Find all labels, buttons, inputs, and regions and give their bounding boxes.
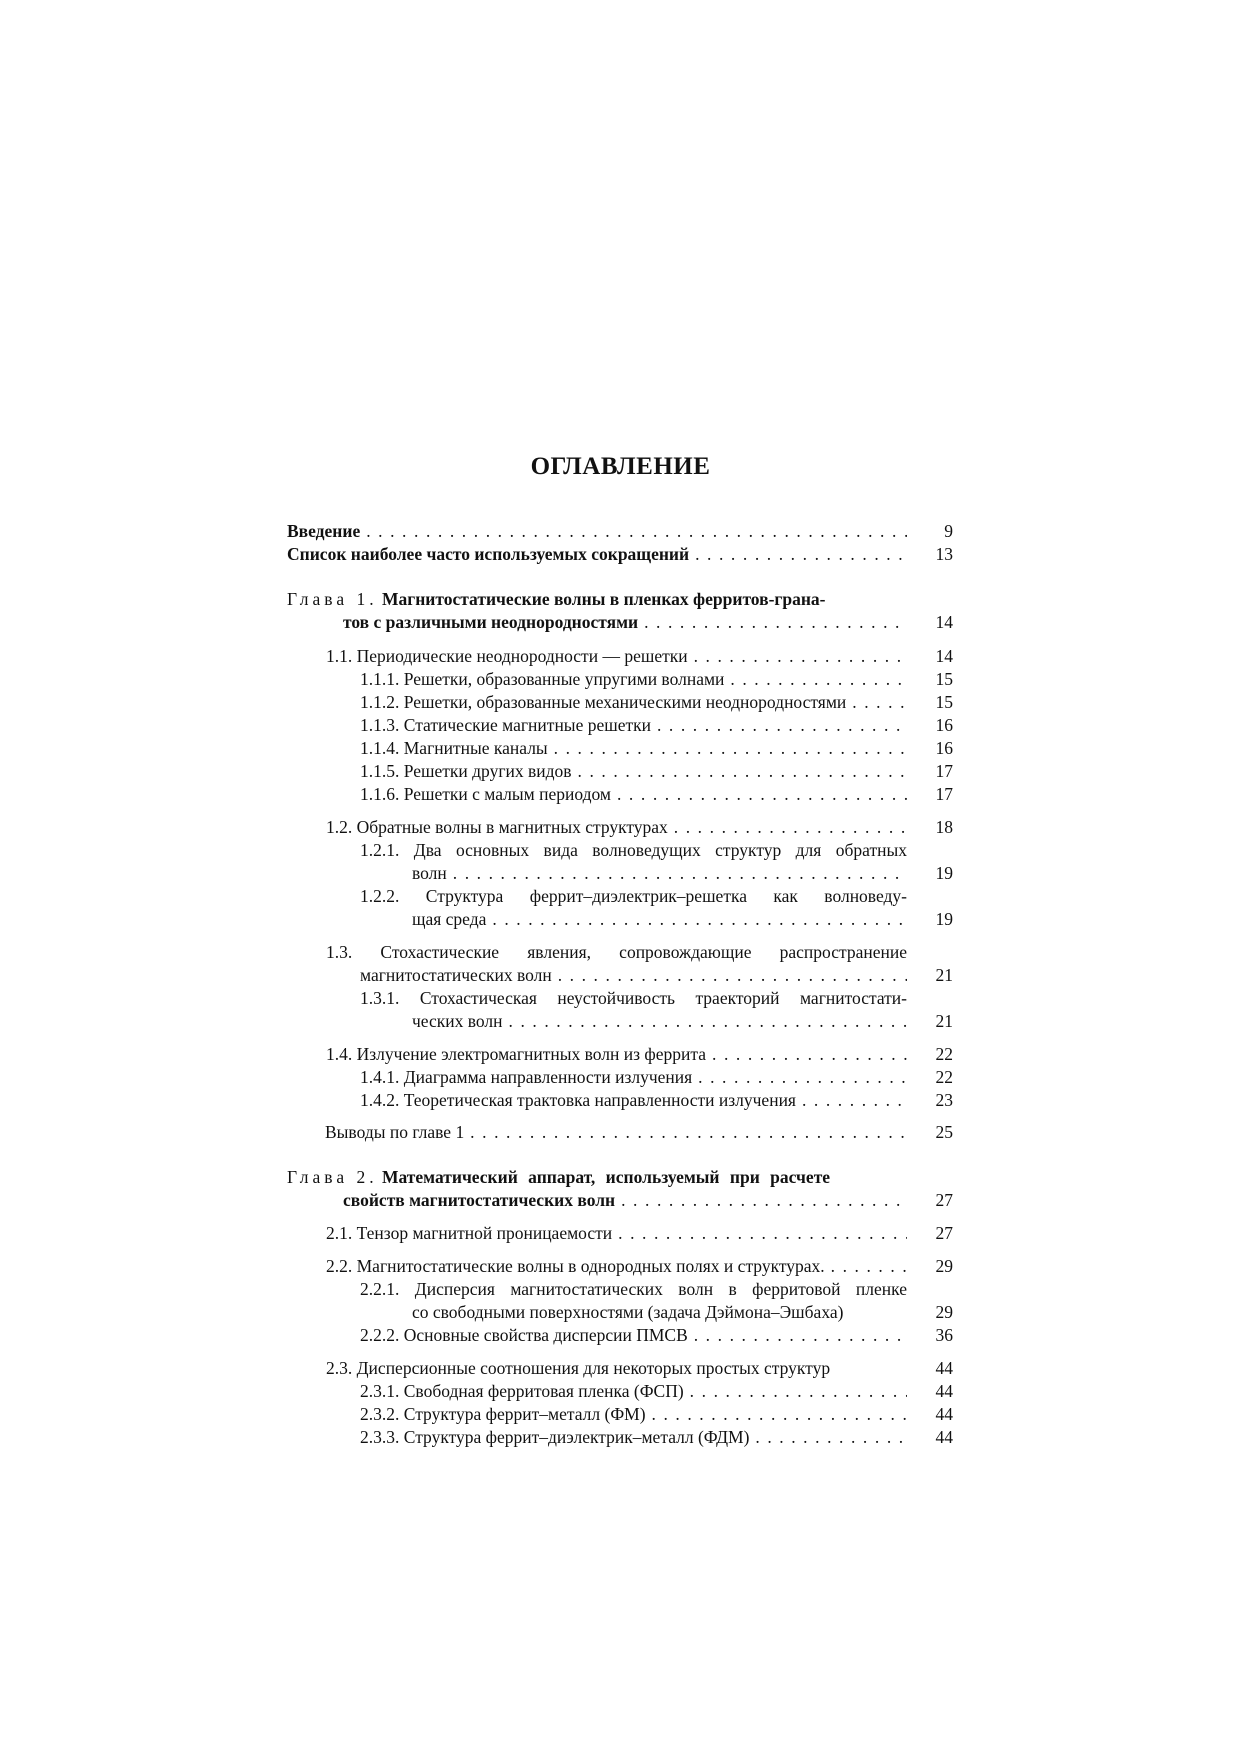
toc-entry-1-2[interactable] (287, 815, 953, 839)
entry-title: 2.3.2. Структура феррит–металл (ФМ) (360, 1404, 646, 1424)
entry-title: 2.3. Дисперсионные соотношения для некоторых простых структур (326, 1358, 831, 1378)
toc-entry-1-1-6[interactable] (287, 782, 953, 806)
toc-entry-2-1[interactable] (287, 1221, 953, 1245)
entry-title-line2: со свободными поверхностями (задача Дэймона–Эшбаха) (412, 1302, 844, 1322)
page-number: 9 (944, 521, 953, 541)
toc-entry-chapter-1-conclusions[interactable] (287, 1120, 953, 1144)
chapter-title-line1: Магнитостатические волны в пленках ферритов-грана- (381, 589, 826, 609)
page-number: 29 (935, 1256, 953, 1276)
page-number: 15 (935, 692, 953, 712)
page-number: 21 (935, 1011, 953, 1031)
entry-title-line1: 1.3.1. Стохастическая неустойчивость траекторий магнитостати- (360, 988, 907, 1008)
chapter-label: Глава 1. (287, 589, 378, 609)
page-number: 15 (935, 669, 953, 689)
entry-title-line2: волн (412, 863, 447, 883)
entry-title: 1.1.3. Статические магнитные решетки (360, 715, 651, 735)
entry-title: 1.1.6. Решетки с малым периодом (360, 784, 611, 804)
page-number: 44 (935, 1404, 953, 1424)
entry-title: 2.1. Тензор магнитной проницаемости (326, 1223, 613, 1243)
toc-entry-1-1-5[interactable] (287, 759, 953, 783)
chapter-2-heading-cont[interactable] (287, 1188, 953, 1212)
entry-title: Выводы по главе 1 (325, 1122, 465, 1142)
entry-title: 2.3.1. Свободная ферритовая пленка (ФСП) (360, 1381, 684, 1401)
page-number: 16 (935, 738, 953, 758)
entry-title: 1.1.5. Решетки других видов (360, 761, 572, 781)
toc-entry-1-3-1[interactable] (287, 986, 953, 1010)
page-number: 16 (935, 715, 953, 735)
page-number: 29 (935, 1302, 953, 1322)
entry-title: 2.2. Магнитостатические волны в однородных полях и структурах. (326, 1256, 825, 1276)
page-number: 21 (935, 965, 953, 985)
page-number: 44 (935, 1358, 953, 1378)
entry-title: Введение (287, 521, 361, 541)
page-number: 14 (935, 646, 953, 666)
page-number: 27 (935, 1223, 953, 1243)
toc-entry-1-4-2[interactable] (287, 1088, 953, 1112)
entry-title: 1.1.1. Решетки, образованные упругими волнами (360, 669, 725, 689)
entry-title: 2.2.2. Основные свойства дисперсии ПМСВ (360, 1325, 688, 1345)
toc-entry-1-2-2[interactable] (287, 884, 953, 908)
toc-entry-1-1-2[interactable] (287, 690, 953, 714)
toc-entry-1-4[interactable] (287, 1042, 953, 1066)
page-number: 19 (935, 909, 953, 929)
entry-title-line1: 1.3. Стохастические явления, сопровождающие распространение (326, 942, 907, 962)
entry-title-line1: 2.2.1. Дисперсия магнитостатических волн в ферритовой пленке (360, 1279, 907, 1299)
page-number: 14 (935, 612, 953, 632)
toc-entry-1-2-1[interactable] (287, 838, 953, 862)
chapter-1-heading[interactable] (287, 587, 953, 611)
entry-title-line2: магнитостатических волн (360, 965, 552, 985)
entry-title: 1.4.2. Теоретическая трактовка направленности излучения (360, 1090, 796, 1110)
page-number: 27 (935, 1190, 953, 1210)
page-number: 44 (935, 1427, 953, 1447)
toc-entry-2-2-1[interactable] (287, 1277, 953, 1301)
toc-entry-2-3-3[interactable] (287, 1425, 953, 1449)
entry-title: 2.3.3. Структура феррит–диэлектрик–металл (ФДМ) (360, 1427, 750, 1447)
chapter-title-line2: тов с различными неоднородностями (343, 612, 639, 632)
entry-title: Список наиболее часто используемых сокращений (287, 544, 690, 564)
toc-entry-1-3-cont[interactable] (287, 963, 953, 987)
entry-title-line2: ческих волн (412, 1011, 503, 1031)
entry-title-line1: 1.2.1. Два основных вида волноведущих структур для обратных (360, 840, 907, 860)
page-number: 22 (935, 1067, 953, 1087)
toc-entry-introduction[interactable] (287, 519, 953, 543)
entry-title: 1.1. Периодические неоднородности — решетки (326, 646, 688, 666)
toc-entry-2-2-1-cont[interactable] (287, 1300, 953, 1324)
page-number: 44 (935, 1381, 953, 1401)
toc-entry-abbreviations[interactable] (287, 542, 953, 566)
page-number: 23 (935, 1090, 953, 1110)
entry-title: 1.4. Излучение электромагнитных волн из феррита (326, 1044, 707, 1064)
toc-entry-1-4-1[interactable] (287, 1065, 953, 1089)
toc-entry-2-3-1[interactable] (287, 1379, 953, 1403)
entry-title: 1.4.1. Диаграмма направленности излучения (360, 1067, 693, 1087)
toc-entry-1-3-1-cont[interactable] (287, 1009, 953, 1033)
page-number: 19 (935, 863, 953, 883)
toc-entry-1-2-1-cont[interactable] (287, 861, 953, 885)
page-number: 18 (935, 817, 953, 837)
page-number: 36 (935, 1325, 953, 1345)
toc-entry-1-1-4[interactable] (287, 736, 953, 760)
page-number: 25 (935, 1122, 953, 1142)
page-number: 22 (935, 1044, 953, 1064)
chapter-2-heading[interactable] (287, 1165, 953, 1189)
toc-entry-1-1[interactable] (287, 644, 953, 668)
entry-title: 1.1.2. Решетки, образованные механическими неоднородностями (360, 692, 847, 712)
toc-entry-1-1-3[interactable] (287, 713, 953, 737)
chapter-1-heading-cont[interactable] (287, 610, 953, 634)
toc-entry-2-2[interactable] (287, 1254, 953, 1278)
entry-title: 1.1.4. Магнитные каналы (360, 738, 548, 758)
page-number: 17 (935, 761, 953, 781)
entry-title-line1: 1.2.2. Структура феррит–диэлектрик–решетка как волноведу- (360, 886, 907, 906)
page-number: 17 (935, 784, 953, 804)
toc-entry-2-3-2[interactable] (287, 1402, 953, 1426)
chapter-title-line2: свойств магнитостатических волн (343, 1190, 616, 1210)
entry-title-line2: щая среда (412, 909, 487, 929)
toc-entry-1-1-1[interactable] (287, 667, 953, 691)
toc-entry-2-3[interactable] (287, 1356, 953, 1380)
toc-entry-2-2-2[interactable] (287, 1323, 953, 1347)
page-title: ОГЛАВЛЕНИЕ (530, 453, 711, 480)
page-number: 13 (935, 544, 953, 564)
toc-entry-1-3[interactable] (287, 940, 953, 964)
chapter-label: Глава 2. (287, 1167, 378, 1187)
entry-title: 1.2. Обратные волны в магнитных структурах (326, 817, 668, 837)
toc-entry-1-2-2-cont[interactable] (287, 907, 953, 931)
chapter-title-line1: Математический аппарат, используемый при расчете (381, 1167, 831, 1187)
